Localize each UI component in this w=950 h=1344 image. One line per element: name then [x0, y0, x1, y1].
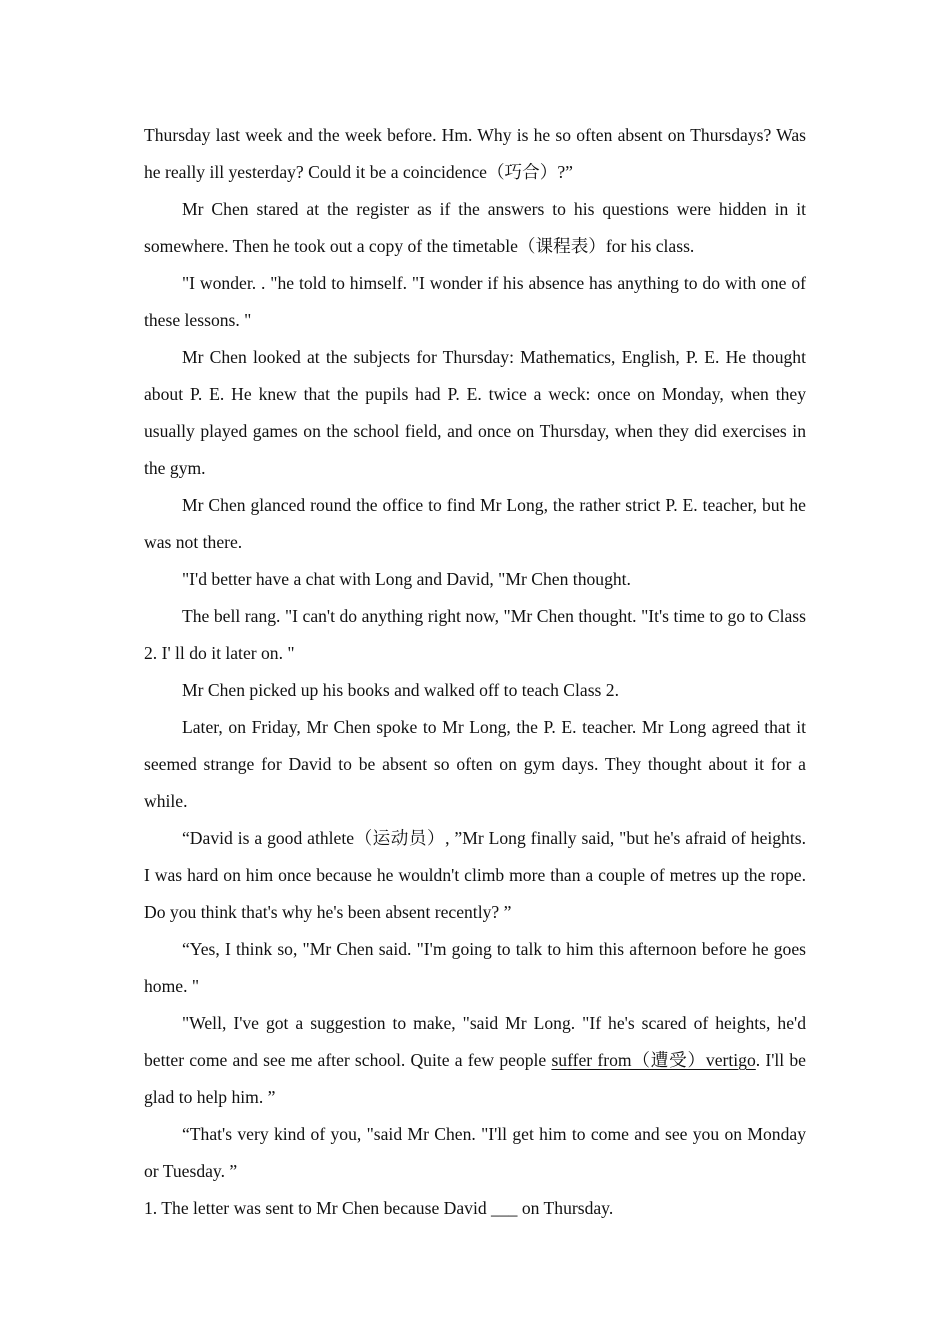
paragraph: Thursday last week and the week before. Hm. Why is he so often absent on Thursdays? Was he really ill yesterday? Could it be a coincidence（巧合）?” — [144, 125, 806, 182]
paragraph: “Yes, I think so, "Mr Chen said. "I'm going to talk to him this afternoon before he goes home. " — [144, 939, 806, 996]
paragraph: Later, on Friday, Mr Chen spoke to Mr Long, the P. E. teacher. Mr Long agreed that it seemed strange for David to be absent so often on gym days. They thought about it for a while. — [144, 717, 806, 811]
paragraph: "I'd better have a chat with Long and David, "Mr Chen thought. — [182, 569, 631, 589]
paragraph: The bell rang. "I can't do anything right now, "Mr Chen thought. "It's time to go to Class 2. I' ll do it later on. " — [144, 606, 806, 663]
paragraph-text: "Well, I've got a suggestion to make, "said Mr Long. "If he's scared of heights, he'd better come and see me after school. Quite a few people — [144, 1013, 806, 1070]
paragraph: “David is a good athlete（运动员）, ”Mr Long finally said, "but he's afraid of heights. I was hard on him once because he wouldn't climb more than a couple of metres up the rope. Do you think that's why he's been absent recently? ” — [144, 828, 806, 922]
paragraph: Mr Chen stared at the register as if the answers to his questions were hidden in it somewhere. Then he took out a copy of the timetable（课程表）for his class. — [144, 199, 806, 256]
paragraph: "I wonder. . "he told to himself. "I wonder if his absence has anything to do with one of these lessons. " — [144, 273, 806, 330]
paragraph: “That's very kind of you, "said Mr Chen. "I'll get him to come and see you on Monday or Tuesday. ” — [144, 1124, 806, 1181]
paragraph-text: . I'll be glad to help him. ” — [144, 1050, 806, 1107]
question-1: 1. The letter was sent to Mr Chen because David ___ on Thursday. — [144, 1198, 614, 1218]
underlined-phrase: suffer from（遭受）vertigo — [551, 1050, 756, 1070]
document-page — [144, 117, 806, 1227]
paragraph: Mr Chen looked at the subjects for Thursday: Mathematics, English, P. E. He thought about P. E. He knew that the pupils had P. E. twice a weck: once on Monday, when they usually played games on the school field, and once on Thursday, when they did exercises in the gym. — [144, 347, 806, 478]
paragraph — [144, 1005, 806, 1116]
paragraph: Mr Chen picked up his books and walked off to teach Class 2. — [182, 680, 620, 700]
paragraph: Mr Chen glanced round the office to find Mr Long, the rather strict P. E. teacher, but he was not there. — [144, 495, 806, 552]
